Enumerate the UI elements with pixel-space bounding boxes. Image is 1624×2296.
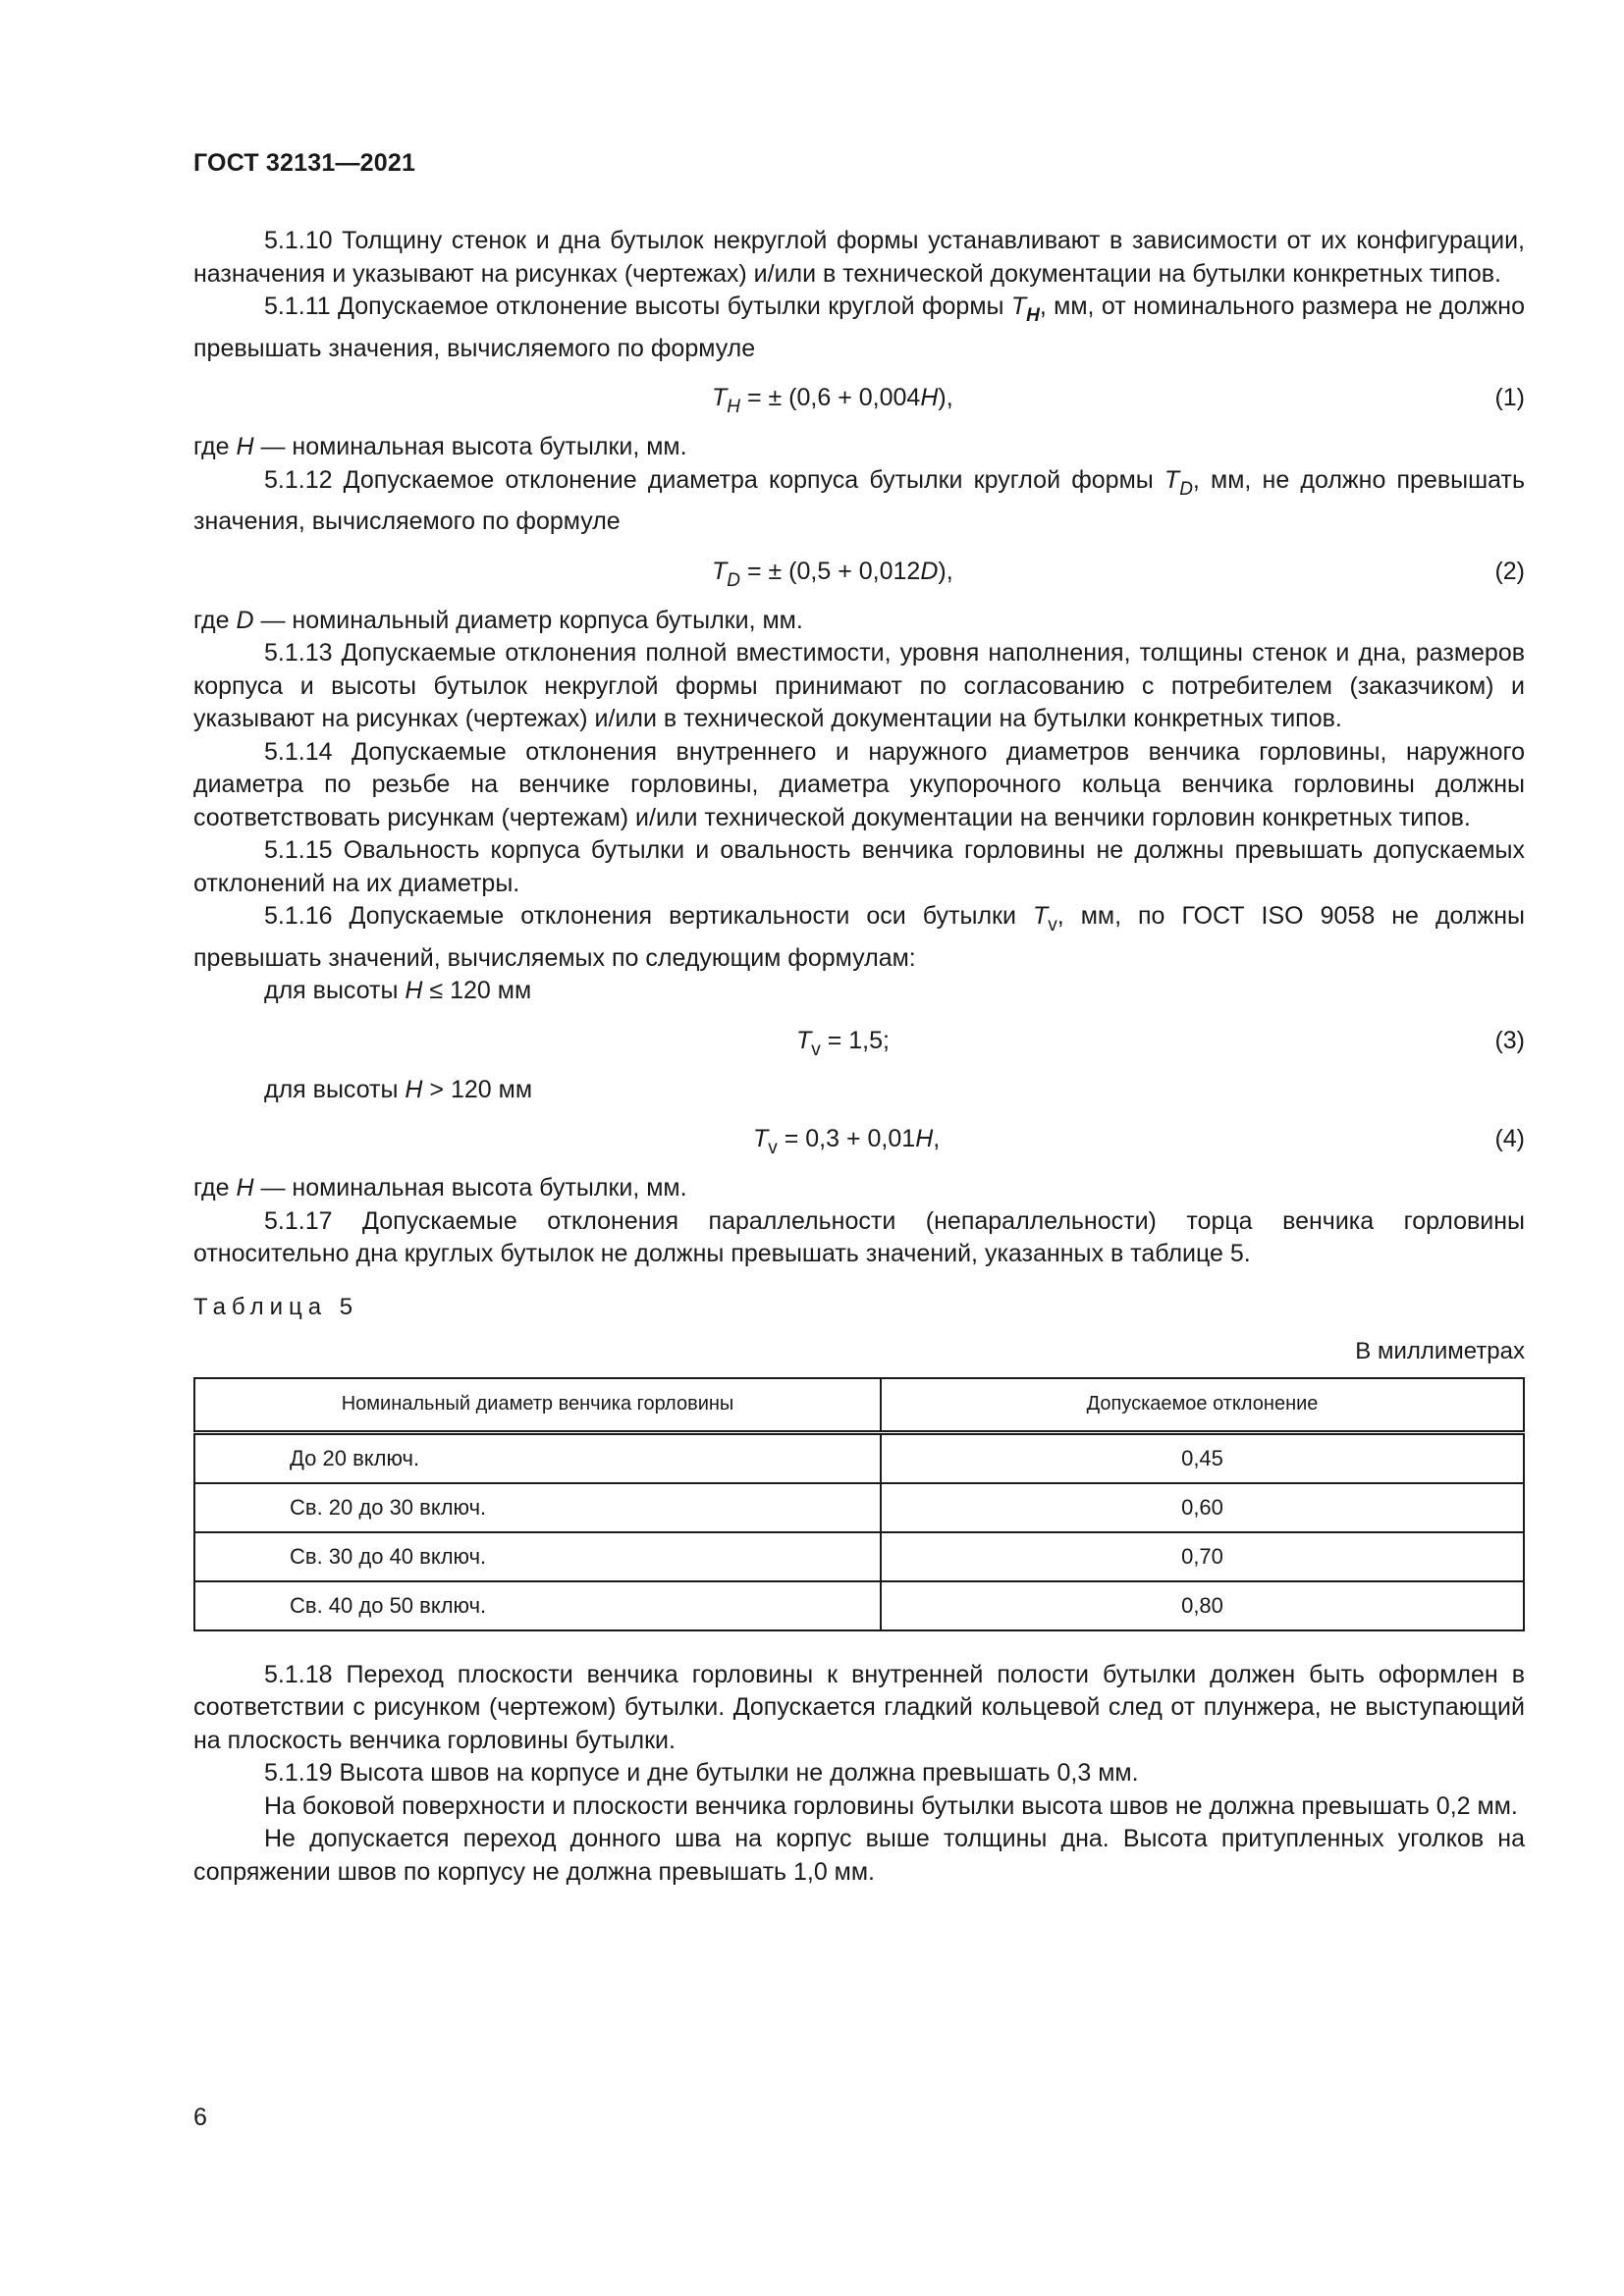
formula-4-number: (4) xyxy=(1494,1125,1525,1152)
document-body xyxy=(193,225,1525,1889)
paragraph-5-1-19: 5.1.19 Высота швов на корпусе и дне бутылки не должна превышать 0,3 мм. xyxy=(264,1759,1139,1787)
table-cell-diameter: Св. 40 до 50 включ. xyxy=(194,1581,881,1630)
paragraph-5-1-18: 5.1.18 Переход плоскости венчика горловины к внутренней полости бутылки должен быть оформлен в соответствии с рисунком (чертежом) бутылки. Допускается гладкий кольцевой след от плунжера, не выступающий на плоскость венчика горловины бутылки. xyxy=(193,1660,1525,1754)
table-row xyxy=(194,1581,1524,1630)
formula-2 xyxy=(193,539,1525,605)
paragraph-5-1-13: 5.1.13 Допускаемые отклонения полной вместимости, уровня наполнения, толщины стенок и дна, размеров корпуса и высоты бутылок некруглой формы принимают по согласованию с потребителем (заказчиком) и указывают на рисунках (чертежах) и/или в технической документации на бутылки конкретных типов. xyxy=(193,639,1525,732)
document-header: ГОСТ 32131—2021 xyxy=(193,149,416,177)
table-row xyxy=(194,1432,1524,1483)
where-note-3: где H — номинальная высота бутылки, мм. xyxy=(193,1174,687,1201)
formula-3 xyxy=(193,1008,1525,1074)
formula-4 xyxy=(193,1106,1525,1172)
paragraph-5-1-15: 5.1.15 Овальность корпуса бутылки и овальность венчика горловины не должны превышать допускаемых отклонений на их диаметры. xyxy=(193,836,1525,897)
table-cell-diameter: До 20 включ. xyxy=(194,1432,881,1483)
table-cell-deviation: 0,45 xyxy=(881,1432,1524,1483)
table-units: В миллиметрах xyxy=(1355,1337,1525,1364)
formula-3-number: (3) xyxy=(1494,1026,1525,1054)
table-cell-deviation: 0,80 xyxy=(881,1581,1524,1630)
table-cell-diameter: Св. 20 до 30 включ. xyxy=(194,1483,881,1532)
condition-1: для высоты H ≤ 120 мм xyxy=(264,977,532,1004)
condition-2: для высоты H > 120 мм xyxy=(264,1075,533,1103)
where-note-1: где H — номинальная высота бутылки, мм. xyxy=(193,433,687,460)
paragraph-5-1-12: 5.1.12 Допускаемое отклонение диаметра корпуса бутылки круглой формы $T_D$, мм, не должно превышать значения, вычисляемого по формуле xyxy=(193,465,1525,535)
table-header-diameter: Номинальный диаметр венчика горловины xyxy=(194,1378,881,1433)
formula-2-number: (2) xyxy=(1494,557,1525,585)
paragraph-5-1-17: 5.1.17 Допускаемые отклонения параллельности (непараллельности) торца венчика горловины относительно дна круглых бутылок не должны превышать значений, указанных в таблице 5. xyxy=(193,1206,1525,1267)
paragraph-5-1-10: 5.1.10 Толщину стенок и дна бутылок некруглой формы устанавливают в зависимости от их конфигурации, назначения и указывают на рисунках (чертежах) и/или в технической документации на бутылки конкретных типов. xyxy=(193,227,1525,288)
where-note-2: где D — номинальный диаметр корпуса бутылки, мм. xyxy=(193,606,803,634)
paragraph-5-1-16: 5.1.16 Допускаемые отклонения вертикальности оси бутылки $T_v$, мм, по ГОСТ ISO 9058 не должны превышать значений, вычисляемых по следующим формулам: xyxy=(193,902,1525,972)
formula-3-expression: $T_v = 1,5$; xyxy=(796,1026,890,1060)
paragraph-5-1-19-seam-side: На боковой поверхности и плоскости венчика горловины бутылки высота швов не должна превышать 0,2 мм. xyxy=(264,1791,1518,1820)
table-caption: Таблица 5 xyxy=(193,1293,359,1320)
table-5 xyxy=(193,1377,1525,1631)
formula-1-expression: $T_H$ = ± (0,6 + 0,004H), xyxy=(712,384,953,417)
paragraph-5-1-14: 5.1.14 Допускаемые отклонения внутреннего и наружного диаметров венчика горловины, наружного диаметра по резьбе на венчике горловины, диаметра укупорочного кольца венчика горловины должны соответствовать рисункам (чертежам) и/или технической документации на венчики горловин конкретных типов. xyxy=(193,737,1525,831)
table-row xyxy=(194,1532,1524,1581)
formula-1 xyxy=(193,365,1525,431)
table-cell-diameter: Св. 30 до 40 включ. xyxy=(194,1532,881,1581)
table-header-row xyxy=(194,1378,1524,1433)
table-cell-deviation: 0,60 xyxy=(881,1483,1524,1532)
table-cell-deviation: 0,70 xyxy=(881,1532,1524,1581)
table-header-deviation: Допускаемое отклонение xyxy=(881,1378,1524,1433)
formula-1-number: (1) xyxy=(1494,384,1525,411)
page-number: 6 xyxy=(193,2104,207,2131)
paragraph-5-1-19-seam-bottom: Не допускается переход донного шва на корпус выше толщины дна. Высота притупленных уголков на сопряжении швов по корпусу не должна превышать 1,0 мм. xyxy=(193,1825,1525,1886)
table-row xyxy=(194,1483,1524,1532)
formula-4-expression: $T_v = 0,3 + 0,01H$, xyxy=(753,1125,941,1158)
paragraph-5-1-11: 5.1.11 Допускаемое отклонение высоты бутылки круглой формы $T_H$, мм, от номинального размера не должно превышать значения, вычисляемого по формуле xyxy=(193,293,1525,362)
formula-2-expression: $T_D$ = ± (0,5 + 0,012D), xyxy=(712,557,953,591)
